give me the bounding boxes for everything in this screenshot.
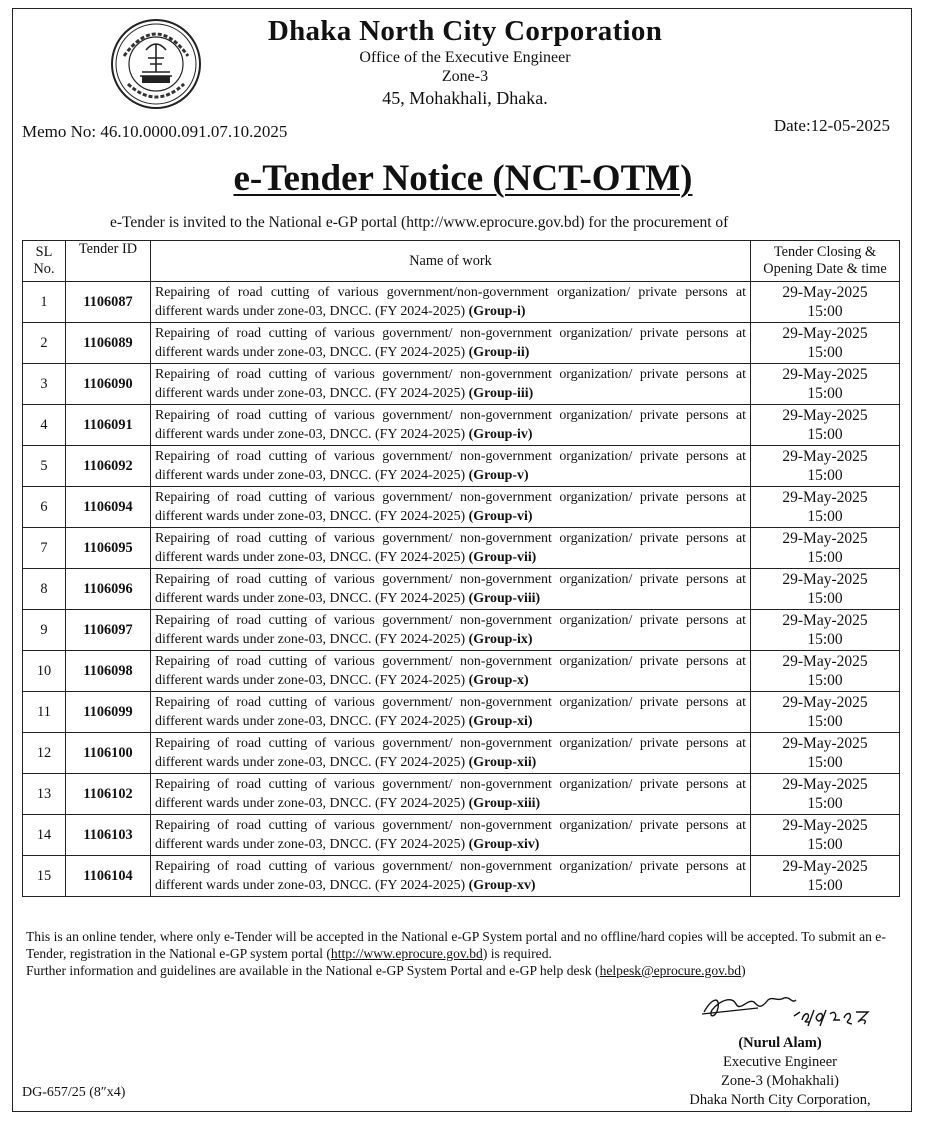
row-closing-date: 29-May-2025 <box>782 489 868 506</box>
header-closing: Tender Closing & Opening Date & time <box>751 241 900 282</box>
row-work-text: Repairing of road cutting of various government/ non-government organization/ private persons at different wards under zone-03, DNCC. (FY 2024-2025) <box>155 449 746 483</box>
table-row <box>23 446 900 487</box>
handwritten-signature <box>698 988 888 1028</box>
row-work-text: Repairing of road cutting of various government/ non-government organization/ private persons at different wards under zone-03, DNCC. (FY 2024-2025) <box>155 859 746 893</box>
row-work-text: Repairing of road cutting of various government/ non-government organization/ private persons at different wards under zone-03, DNCC. (FY 2024-2025) <box>155 408 746 442</box>
row-closing-date: 29-May-2025 <box>782 571 868 588</box>
row-sl: 8 <box>23 569 66 610</box>
row-closing-time: 15:00 <box>807 754 843 771</box>
row-closing-date: 29-May-2025 <box>782 448 868 465</box>
row-closing-time: 15:00 <box>807 467 843 484</box>
table-row <box>23 815 900 856</box>
row-sl: 9 <box>23 610 66 651</box>
row-group: (Group-xv) <box>468 878 536 893</box>
row-closing <box>751 774 900 815</box>
row-group: (Group-xii) <box>468 755 537 770</box>
row-group: (Group-iii) <box>468 386 534 401</box>
row-group: (Group-ix) <box>468 632 533 647</box>
row-closing-date: 29-May-2025 <box>782 325 868 342</box>
row-tender-id: 1106092 <box>66 446 151 487</box>
table-row <box>23 405 900 446</box>
signatory-name: (Nurul Alam) <box>738 1035 822 1051</box>
helpdesk-email-link[interactable]: helpesk@eprocure.gov.bd <box>599 963 742 978</box>
row-tender-id: 1106104 <box>66 856 151 897</box>
document-code: DG-657/25 (8″x4) <box>22 1085 126 1100</box>
row-closing-date: 29-May-2025 <box>782 694 868 711</box>
row-sl: 12 <box>23 733 66 774</box>
row-closing-date: 29-May-2025 <box>782 366 868 383</box>
row-work-text: Repairing of road cutting of various government/ non-government organization/ private persons at different wards under zone-03, DNCC. (FY 2024-2025) <box>155 326 746 360</box>
row-sl: 7 <box>23 528 66 569</box>
row-work <box>151 405 751 446</box>
row-closing-time: 15:00 <box>807 713 843 730</box>
row-tender-id: 1106100 <box>66 733 151 774</box>
row-group: (Group-xi) <box>468 714 533 729</box>
row-sl: 11 <box>23 692 66 733</box>
organization-header <box>240 14 690 110</box>
row-work <box>151 733 751 774</box>
row-group: (Group-ii) <box>468 345 530 360</box>
row-group: (Group-xiv) <box>468 837 540 852</box>
row-closing <box>751 610 900 651</box>
footer-line-helpdesk: Further information and guidelines are available in the National e-GP System Portal and e-GP help desk (helpesk@eprocure.gov.bd) <box>26 963 746 978</box>
row-tender-id: 1106095 <box>66 528 151 569</box>
table-row <box>23 774 900 815</box>
row-closing <box>751 651 900 692</box>
dncc-seal-logo <box>110 18 202 110</box>
row-group: (Group-v) <box>468 468 529 483</box>
row-closing-date: 29-May-2025 <box>782 858 868 875</box>
row-work-text: Repairing of road cutting of various government/ non-government organization/ private persons at different wards under zone-03, DNCC. (FY 2024-2025) <box>155 531 746 565</box>
row-closing-time: 15:00 <box>807 426 843 443</box>
row-work <box>151 651 751 692</box>
header-name-of-work: Name of work <box>151 241 751 282</box>
row-sl: 2 <box>23 323 66 364</box>
footer-line-online: This is an online tender, where only e-Tender will be accepted in the National e-GP System portal and no offline/hard copies will be accepted. To submit an e-Tender, registration in the National e-GP system portal (http://www.eprocure.gov.bd) is required. <box>26 929 886 961</box>
row-closing-date: 29-May-2025 <box>782 530 868 547</box>
row-tender-id: 1106094 <box>66 487 151 528</box>
row-closing-time: 15:00 <box>807 508 843 525</box>
table-row <box>23 733 900 774</box>
row-sl: 13 <box>23 774 66 815</box>
zone-name: Zone-3 <box>441 68 489 85</box>
row-sl: 5 <box>23 446 66 487</box>
row-closing-date: 29-May-2025 <box>782 735 868 752</box>
row-tender-id: 1106090 <box>66 364 151 405</box>
row-work <box>151 323 751 364</box>
row-work <box>151 528 751 569</box>
row-group: (Group-vi) <box>468 509 533 524</box>
row-closing <box>751 528 900 569</box>
row-group: (Group-viii) <box>468 591 541 606</box>
row-closing <box>751 446 900 487</box>
row-closing-time: 15:00 <box>807 877 843 894</box>
row-sl: 3 <box>23 364 66 405</box>
row-closing-time: 15:00 <box>807 672 843 689</box>
row-work <box>151 569 751 610</box>
row-work-text: Repairing of road cutting of various government/ non-government organization/ private persons at different wards under zone-03, DNCC. (FY 2024-2025) <box>155 818 746 852</box>
row-work-text: Repairing of road cutting of various government/ non-government organization/ private persons at different wards under zone-03, DNCC. (FY 2024-2025) <box>155 367 746 401</box>
row-sl: 10 <box>23 651 66 692</box>
header-tender-id: Tender ID <box>66 241 151 282</box>
row-group: (Group-i) <box>468 304 526 319</box>
row-closing-date: 29-May-2025 <box>782 653 868 670</box>
row-closing-date: 29-May-2025 <box>782 612 868 629</box>
row-sl: 4 <box>23 405 66 446</box>
row-group: (Group-xiii) <box>468 796 541 811</box>
row-closing <box>751 856 900 897</box>
signatory-zone: Zone-3 (Mohakhali) <box>721 1073 839 1089</box>
notice-date: Date:12-05-2025 <box>773 116 890 135</box>
row-closing-date: 29-May-2025 <box>782 407 868 424</box>
row-work-text: Repairing of road cutting of various government/ non-government organization/ private persons at different wards under zone-03, DNCC. (FY 2024-2025) <box>155 736 746 770</box>
row-work-text: Repairing of road cutting of various government/ non-government organization/ private persons at different wards under zone-03, DNCC. (FY 2024-2025) <box>155 613 746 647</box>
row-work <box>151 446 751 487</box>
row-tender-id: 1106087 <box>66 282 151 323</box>
row-group: (Group-iv) <box>468 427 533 442</box>
row-closing-time: 15:00 <box>807 344 843 361</box>
row-work <box>151 282 751 323</box>
tender-table <box>22 240 900 897</box>
row-closing-time: 15:00 <box>807 549 843 566</box>
row-tender-id: 1106096 <box>66 569 151 610</box>
notice-title <box>0 156 926 202</box>
row-tender-id: 1106098 <box>66 651 151 692</box>
row-tender-id: 1106099 <box>66 692 151 733</box>
table-row <box>23 528 900 569</box>
table-header-row <box>23 241 900 282</box>
row-closing-time: 15:00 <box>807 590 843 607</box>
row-work-text: Repairing of road cutting of various government/ non-government organization/ private persons at different wards under zone-03, DNCC. (FY 2024-2025) <box>155 777 746 811</box>
table-row <box>23 569 900 610</box>
table-row <box>23 651 900 692</box>
row-tender-id: 1106102 <box>66 774 151 815</box>
row-closing <box>751 692 900 733</box>
row-work <box>151 774 751 815</box>
table-row <box>23 364 900 405</box>
row-closing <box>751 487 900 528</box>
table-row <box>23 856 900 897</box>
table-row <box>23 692 900 733</box>
organization-name: Dhaka North City Corporation <box>267 15 663 47</box>
row-closing-date: 29-May-2025 <box>782 284 868 301</box>
row-closing-date: 29-May-2025 <box>782 776 868 793</box>
egp-portal-link[interactable]: http://www.eprocure.gov.bd <box>330 946 483 961</box>
signatory-designation: Executive Engineer <box>723 1054 837 1070</box>
row-work <box>151 610 751 651</box>
office-name: Office of the Executive Engineer <box>359 49 571 66</box>
row-work-text: Repairing of road cutting of various government/ non-government organization/ private persons at different wards under zone-03, DNCC. (FY 2024-2025) <box>155 695 746 729</box>
row-work <box>151 487 751 528</box>
row-work <box>151 692 751 733</box>
table-row <box>23 323 900 364</box>
row-tender-id: 1106089 <box>66 323 151 364</box>
row-closing <box>751 733 900 774</box>
row-closing-time: 15:00 <box>807 631 843 648</box>
row-tender-id: 1106097 <box>66 610 151 651</box>
row-work <box>151 856 751 897</box>
row-work-text: Repairing of road cutting of various government/non-government organization/ private persons at different wards under zone-03, DNCC. (FY 2024-2025) <box>155 285 746 319</box>
row-sl: 6 <box>23 487 66 528</box>
row-closing <box>751 364 900 405</box>
office-address: 45, Mohakhali, Dhaka. <box>382 88 548 108</box>
row-closing <box>751 282 900 323</box>
row-closing-time: 15:00 <box>807 385 843 402</box>
memo-number: Memo No: 46.10.0000.091.07.10.2025 <box>22 122 288 141</box>
signatory-block <box>660 1034 900 1110</box>
row-closing-time: 15:00 <box>807 795 843 812</box>
notice-title-text: e-Tender Notice (NCT-OTM) <box>233 158 693 199</box>
row-closing <box>751 323 900 364</box>
intro-text: e-Tender is invited to the National e-GP portal (http://www.eprocure.gov.bd) for the procurement of <box>110 214 729 231</box>
row-sl: 14 <box>23 815 66 856</box>
row-work <box>151 364 751 405</box>
row-group: (Group-vii) <box>468 550 537 565</box>
table-row <box>23 610 900 651</box>
row-tender-id: 1106091 <box>66 405 151 446</box>
row-work-text: Repairing of road cutting of various government/ non-government organization/ private persons at different wards under zone-03, DNCC. (FY 2024-2025) <box>155 654 746 688</box>
row-closing-time: 15:00 <box>807 303 843 320</box>
row-closing <box>751 405 900 446</box>
row-work-text: Repairing of road cutting of various government/ non-government organization/ private persons at different wards under zone-03, DNCC. (FY 2024-2025) <box>155 572 746 606</box>
row-tender-id: 1106103 <box>66 815 151 856</box>
header-sl: SL No. <box>23 241 66 282</box>
row-group: (Group-x) <box>468 673 529 688</box>
signatory-org: Dhaka North City Corporation, <box>689 1092 871 1108</box>
row-sl: 15 <box>23 856 66 897</box>
row-closing <box>751 815 900 856</box>
row-closing-time: 15:00 <box>807 836 843 853</box>
row-work-text: Repairing of road cutting of various government/ non-government organization/ private persons at different wards under zone-03, DNCC. (FY 2024-2025) <box>155 490 746 524</box>
row-work <box>151 815 751 856</box>
row-closing-date: 29-May-2025 <box>782 817 868 834</box>
row-sl: 1 <box>23 282 66 323</box>
row-closing <box>751 569 900 610</box>
footer-notes <box>26 928 908 979</box>
table-row <box>23 282 900 323</box>
table-row <box>23 487 900 528</box>
